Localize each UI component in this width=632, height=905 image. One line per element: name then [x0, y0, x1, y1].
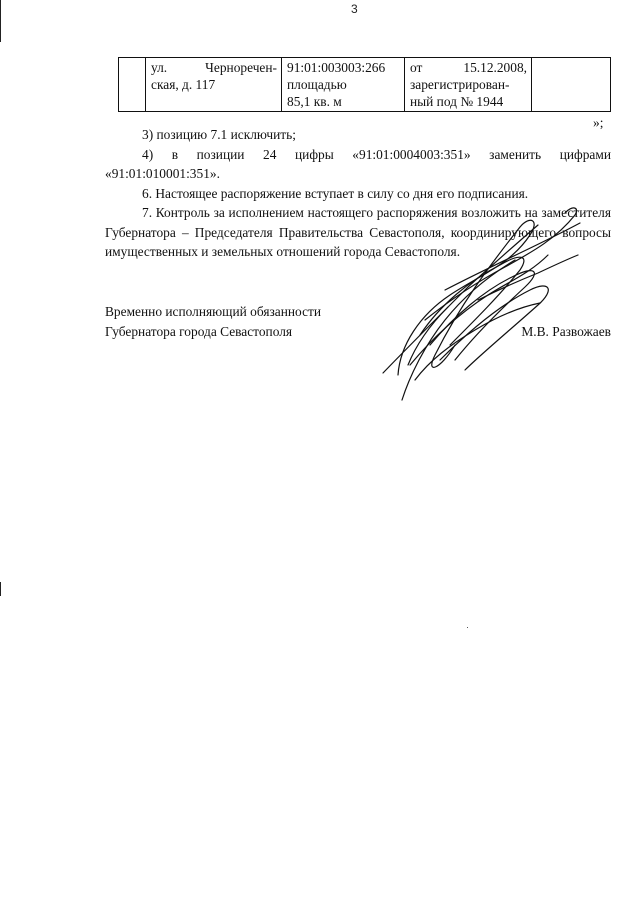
- cadastre-line: 91:01:003003:266: [287, 60, 386, 75]
- paragraph-item-6: 6. Настоящее распоряжение вступает в силу со дня его подписания.: [142, 185, 529, 201]
- amendment-table: [118, 57, 611, 112]
- cadastre-line: 85,1 кв. м: [287, 94, 342, 109]
- table-cell-extra: [532, 58, 611, 112]
- amendment-paragraphs: [105, 125, 611, 262]
- address-line: ул. Черноречен-: [151, 60, 277, 75]
- table-cell-cadastre: [282, 58, 405, 112]
- left-edge-mark-bottom: [0, 582, 1, 596]
- registration-line: от 15.12.2008,: [410, 60, 527, 75]
- page-number: 3: [351, 2, 358, 16]
- table-row: [119, 58, 611, 112]
- table-cell-address: [146, 58, 282, 112]
- table-cell-index: [119, 58, 146, 112]
- cadastre-line: площадью: [287, 77, 347, 92]
- table-cell-registration: [405, 58, 532, 112]
- paragraph-item-4: 4) в позиции 24 цифры «91:01:0004003:351» заменить цифрами «91:01:010001:351».: [105, 146, 611, 181]
- scan-dot-mark: [467, 627, 468, 628]
- signature-block: [105, 302, 611, 341]
- paragraph-item-3: 3) позицию 7.1 исключить;: [142, 127, 296, 142]
- registration-line: зарегистрирован-: [410, 77, 510, 92]
- signatory-title-line: Временно исполняющий обязанности: [105, 304, 322, 319]
- signatory-title-line: Губернатора города Севастополя: [105, 323, 293, 339]
- registration-line: ный под № 1944: [410, 94, 504, 109]
- signatory-name: М.В. Развожаев: [521, 323, 611, 339]
- table-end-mark: »;: [593, 115, 604, 130]
- left-edge-mark-top: [0, 0, 1, 42]
- paragraph-item-7: 7. Контроль за исполнением настоящего распоряжения возложить на заместителя Губернатора – Председателя Правительства Севастополя, координирующего вопросы имущественных и земельных отношений города Севастополя.: [105, 205, 611, 259]
- address-line: ская, д. 117: [151, 77, 216, 92]
